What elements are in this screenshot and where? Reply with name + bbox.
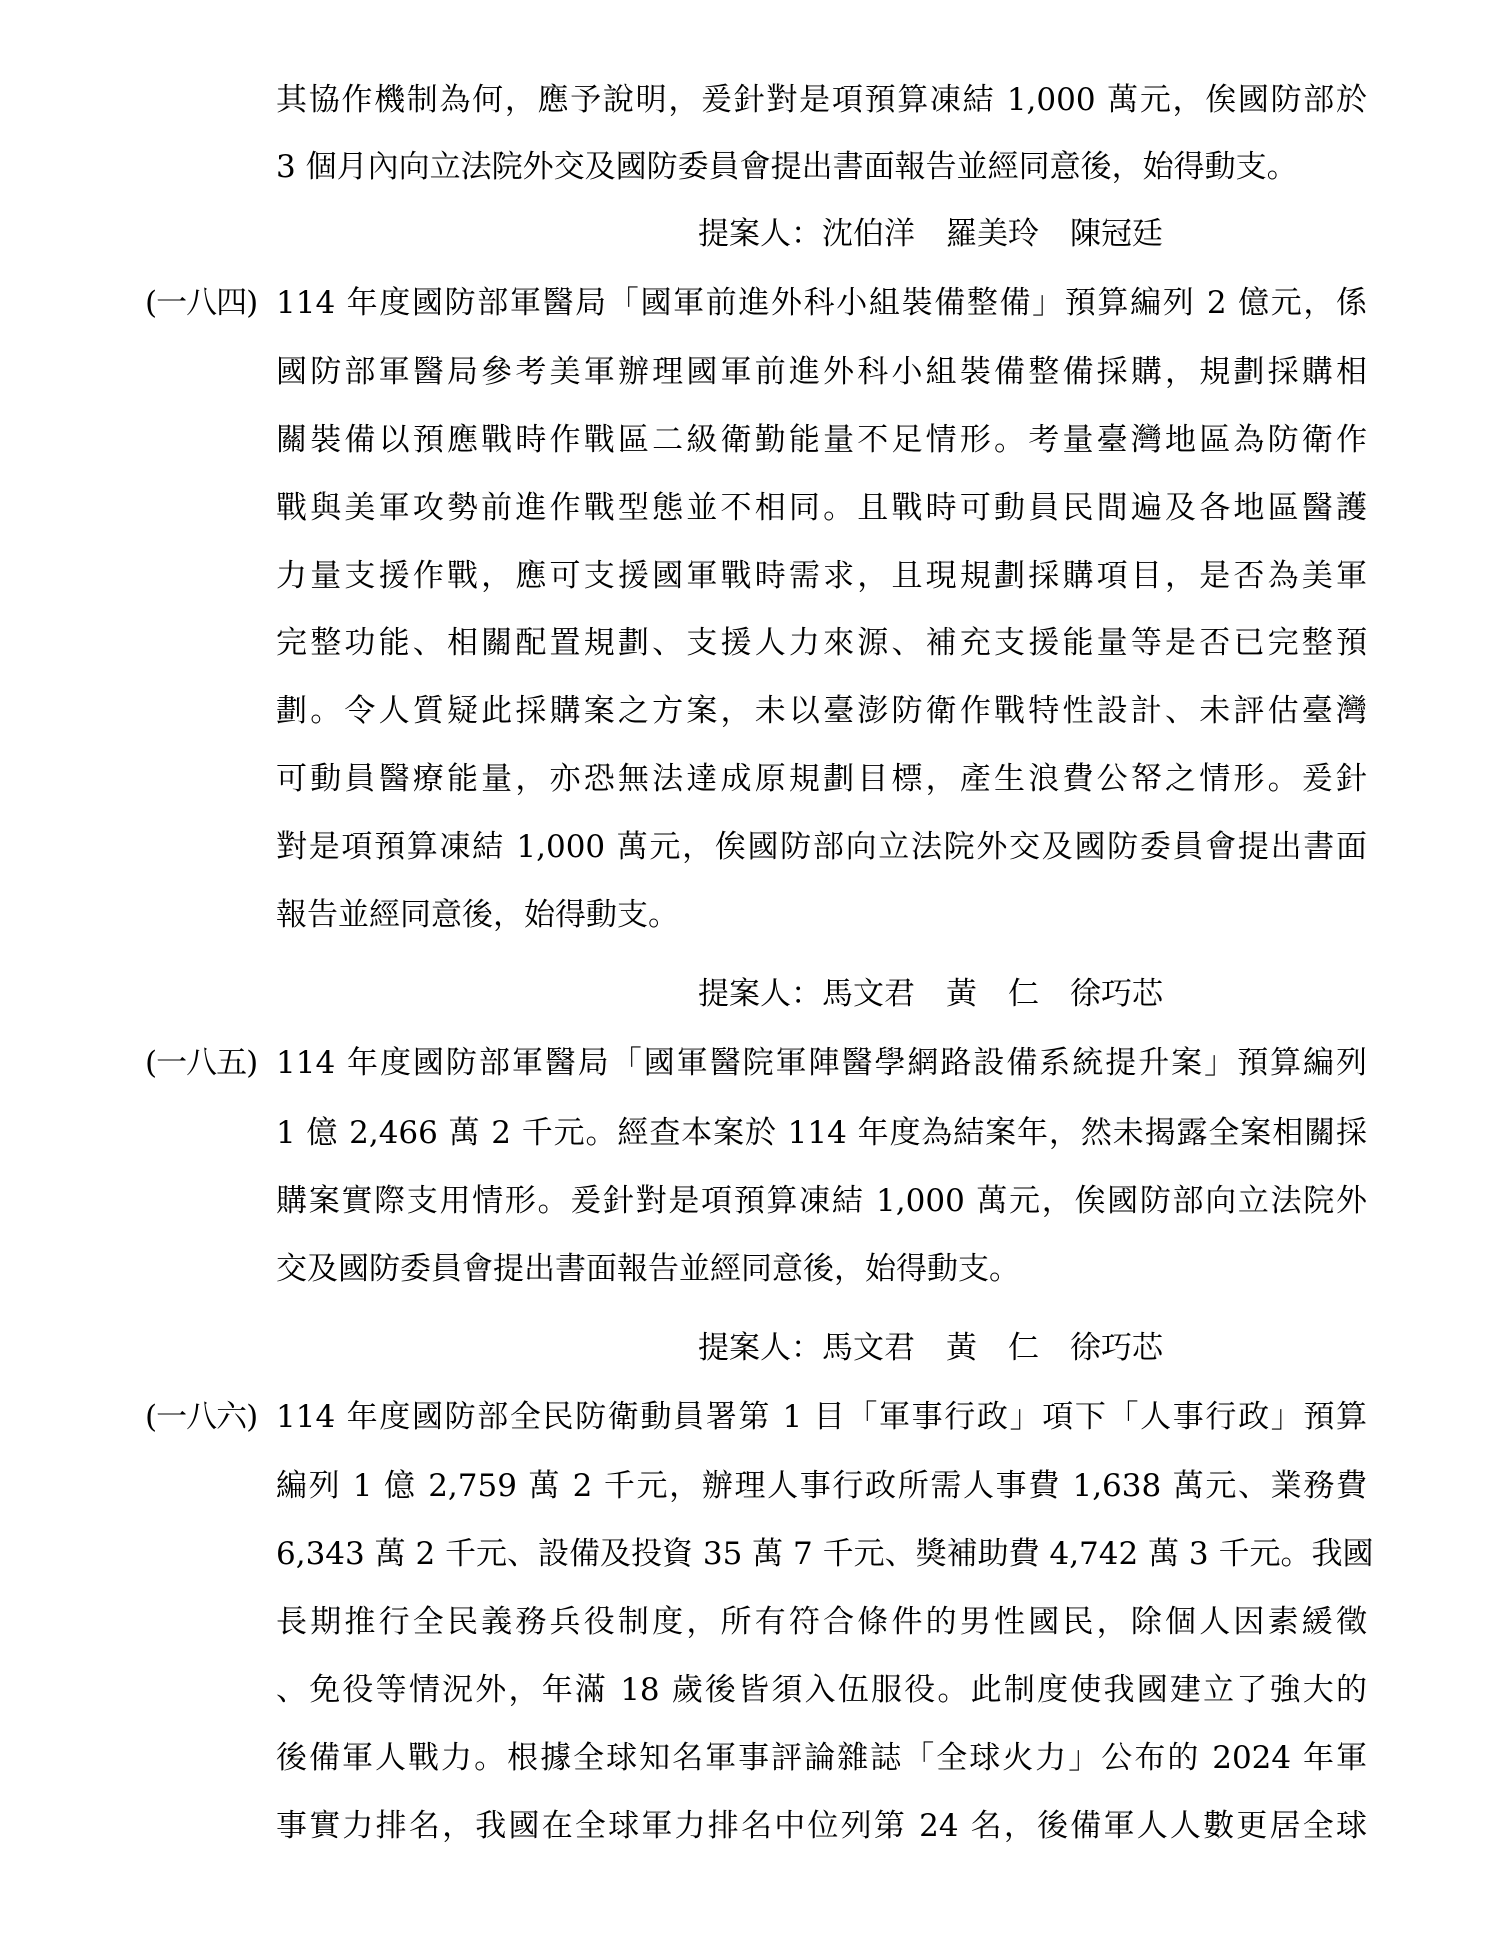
item-184-line-3: 關裝備以預應戰時作戰區二級衛勤能量不足情形。考量臺灣地區為防衛作 — [276, 422, 1367, 458]
item-text-line: 114 年度國防部軍醫局「國軍前進外科小組裝備整備」預算編列 2 億元，係 — [276, 285, 1367, 321]
proposer-line — [698, 974, 1163, 1014]
item-186-line-2: 編列 1 億 2,759 萬 2 千元，辦理人事行政所需人事費 1,638 萬元、業務費 — [276, 1468, 1367, 1504]
item-184-line-10: 報告並經同意後，始得動支。 — [276, 897, 679, 933]
item-185-line-4: 交及國防委員會提出書面報告並經同意後，始得動支。 — [276, 1251, 1020, 1287]
proposer-names: 沈伯洋 羅美玲 陳冠廷 — [822, 216, 1163, 252]
item-number: (一八四) — [145, 285, 258, 321]
item-186-first-line — [145, 1397, 1367, 1437]
item-186-line-5: 、免役等情況外，年滿 18 歲後皆須入伍服役。此制度使我國建立了強大的 — [276, 1672, 1367, 1708]
item-186-line-7: 事實力排名，我國在全球軍力排名中位列第 24 名，後備軍人人數更居全球 — [276, 1808, 1367, 1844]
item-184-line-6: 完整功能、相關配置規劃、支援人力來源、補充支援能量等是否已完整預 — [276, 625, 1367, 661]
proposer-line — [698, 1328, 1163, 1368]
proposer-label: 提案人： — [698, 216, 822, 252]
item-186-line-6: 後備軍人戰力。根據全球知名軍事評論雜誌「全球火力」公布的 2024 年軍 — [276, 1740, 1367, 1776]
item-184-line-8: 可動員醫療能量，亦恐無法達成原規劃目標，產生浪費公帑之情形。爰針 — [276, 761, 1367, 797]
item-185-line-2: 1 億 2,466 萬 2 千元。經查本案於 114 年度為結案年，然未揭露全案相關採 — [276, 1115, 1367, 1151]
item-185-first-line — [145, 1043, 1367, 1083]
continuation-line-2: 3 個月內向立法院外交及國防委員會提出書面報告並經同意後，始得動支。 — [276, 149, 1298, 185]
item-184-line-7: 劃。令人質疑此採購案之方案，未以臺澎防衛作戰特性設計、未評估臺灣 — [276, 693, 1367, 729]
item-185-line-3: 購案實際支用情形。爰針對是項預算凍結 1,000 萬元，俟國防部向立法院外 — [276, 1183, 1367, 1219]
item-number: (一八五) — [145, 1045, 258, 1081]
continuation-line-1: 其協作機制為何，應予說明，爰針對是項預算凍結 1,000 萬元，俟國防部於 — [276, 82, 1367, 118]
proposer-names: 馬文君 黃 仁 徐巧芯 — [822, 1330, 1163, 1366]
proposer-line — [698, 214, 1163, 254]
item-184-line-9: 對是項預算凍結 1,000 萬元，俟國防部向立法院外交及國防委員會提出書面 — [276, 829, 1367, 865]
item-184-line-4: 戰與美軍攻勢前進作戰型態並不相同。且戰時可動員民間遍及各地區醫護 — [276, 490, 1367, 526]
item-186-line-3: 6,343 萬 2 千元、設備及投資 35 萬 7 千元、獎補助費 4,742 萬 3 千元。我國 — [276, 1536, 1374, 1572]
proposer-names: 馬文君 黃 仁 徐巧芯 — [822, 976, 1163, 1012]
item-text-line: 114 年度國防部全民防衛動員署第 1 目「軍事行政」項下「人事行政」預算 — [276, 1399, 1367, 1435]
item-number: (一八六) — [145, 1399, 258, 1435]
item-184-line-5: 力量支援作戰，應可支援國軍戰時需求，且現規劃採購項目，是否為美軍 — [276, 558, 1367, 594]
item-184-first-line — [145, 283, 1367, 323]
proposer-label: 提案人： — [698, 976, 822, 1012]
proposer-label: 提案人： — [698, 1330, 822, 1366]
item-184-line-2: 國防部軍醫局參考美軍辦理國軍前進外科小組裝備整備採購，規劃採購相 — [276, 354, 1367, 390]
item-186-line-4: 長期推行全民義務兵役制度，所有符合條件的男性國民，除個人因素緩徵 — [276, 1604, 1367, 1640]
item-text-line: 114 年度國防部軍醫局「國軍醫院軍陣醫學網路設備系統提升案」預算編列 — [276, 1045, 1367, 1081]
